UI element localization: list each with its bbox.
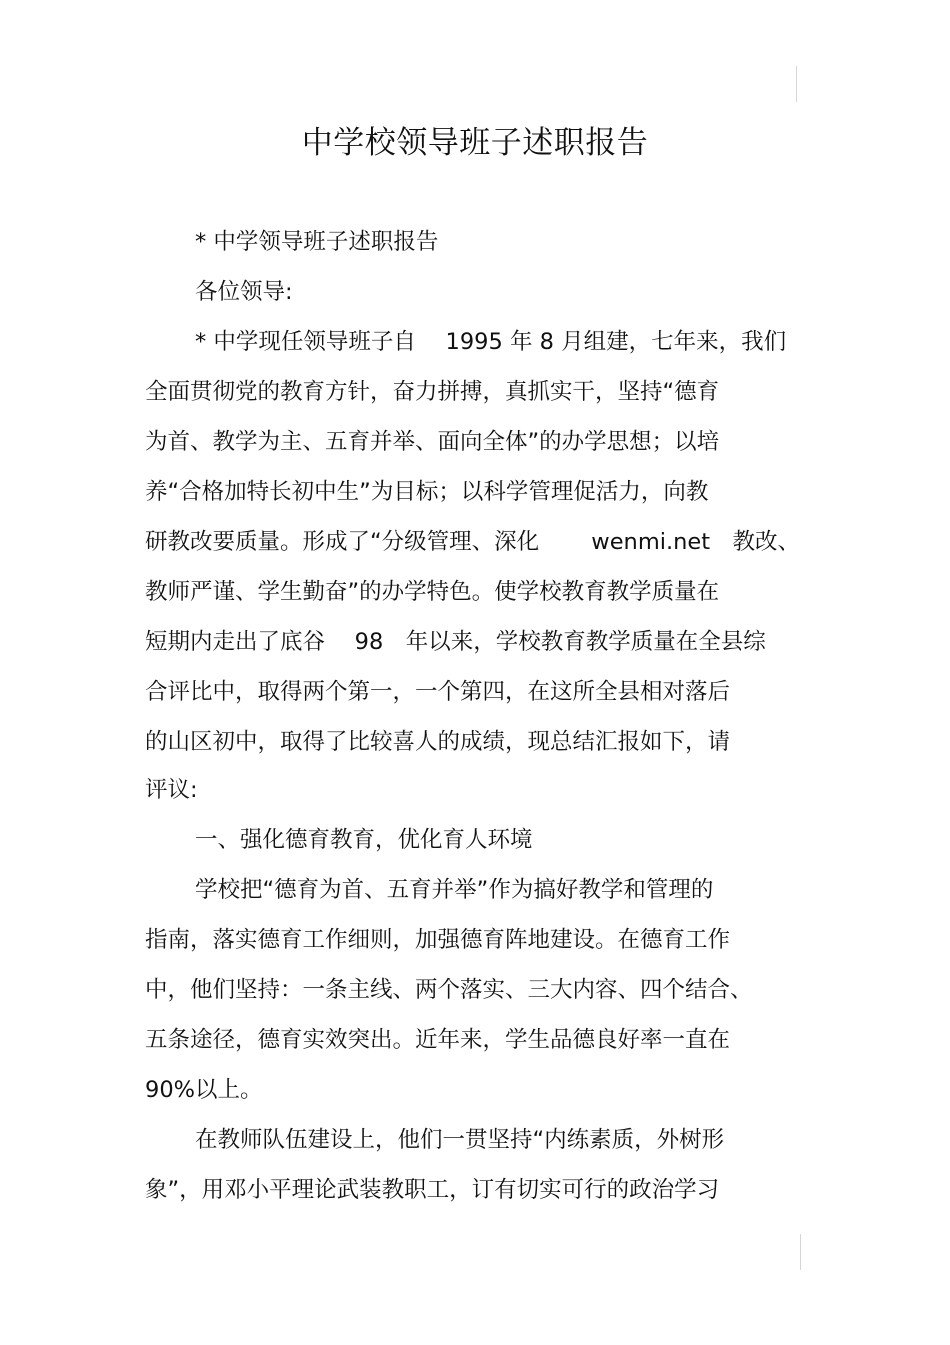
body-line: 养“合格加特长初中生”为目标；以科学管理促活力，向教 <box>145 479 709 505</box>
body-line: 象”，用邓小平理论武装教职工，订有切实可行的政治学习 <box>145 1177 720 1203</box>
body-line: 为首、教学为主、五育并举、面向全体”的办学思想；以培 <box>145 429 720 455</box>
body-line: 教师严谨、学生勤奋”的办学特色。使学校教育教学质量在 <box>145 579 720 605</box>
body-line: 学校把“德育为首、五育并举”作为搞好教学和管理的 <box>195 877 714 903</box>
body-line: 各位领导: <box>195 279 293 305</box>
body-line: 合评比中，取得两个第一，一个第四，在这所全县相对落后 <box>145 679 731 705</box>
body-line: 研教改要质量。形成了“分级管理、深化 wenmi.net 教改、 <box>145 529 801 555</box>
body-line: 全面贯彻党的教育方针，奋力拼搏，真抓实干，坚持“德育 <box>145 379 720 405</box>
body-line: * 中学现任领导班子自 1995 年 8 月组建，七年来，我们 <box>195 329 787 355</box>
body-line: 短期内走出了底谷 98 年以来，学校教育教学质量在全县综 <box>145 629 766 655</box>
body-line: 的山区初中，取得了比较喜人的成绩，现总结汇报如下，请 <box>145 729 731 755</box>
body-line: 90%以上。 <box>145 1077 263 1103</box>
body-line: * 中学领导班子述职报告 <box>195 229 439 255</box>
section-heading: 一、强化德育教育，优化育人环境 <box>195 827 533 853</box>
body-line: 指南，落实德育工作细则，加强德育阵地建设。在德育工作 <box>145 927 731 953</box>
body-line: 中，他们坚持：一条主线、两个落实、三大内容、四个结合、 <box>145 977 753 1003</box>
body-line: 评议: <box>145 777 198 803</box>
document-title: 中学校领导班子述职报告 <box>301 125 649 161</box>
body-line: 五条途径，德育实效突出。近年来，学生品德良好率一直在 <box>145 1027 731 1053</box>
body-line: 在教师队伍建设上，他们一贯坚持“内练素质，外树形 <box>195 1127 725 1153</box>
page-edge-mark-bottom <box>800 1234 801 1270</box>
page-edge-mark-top <box>796 66 797 102</box>
